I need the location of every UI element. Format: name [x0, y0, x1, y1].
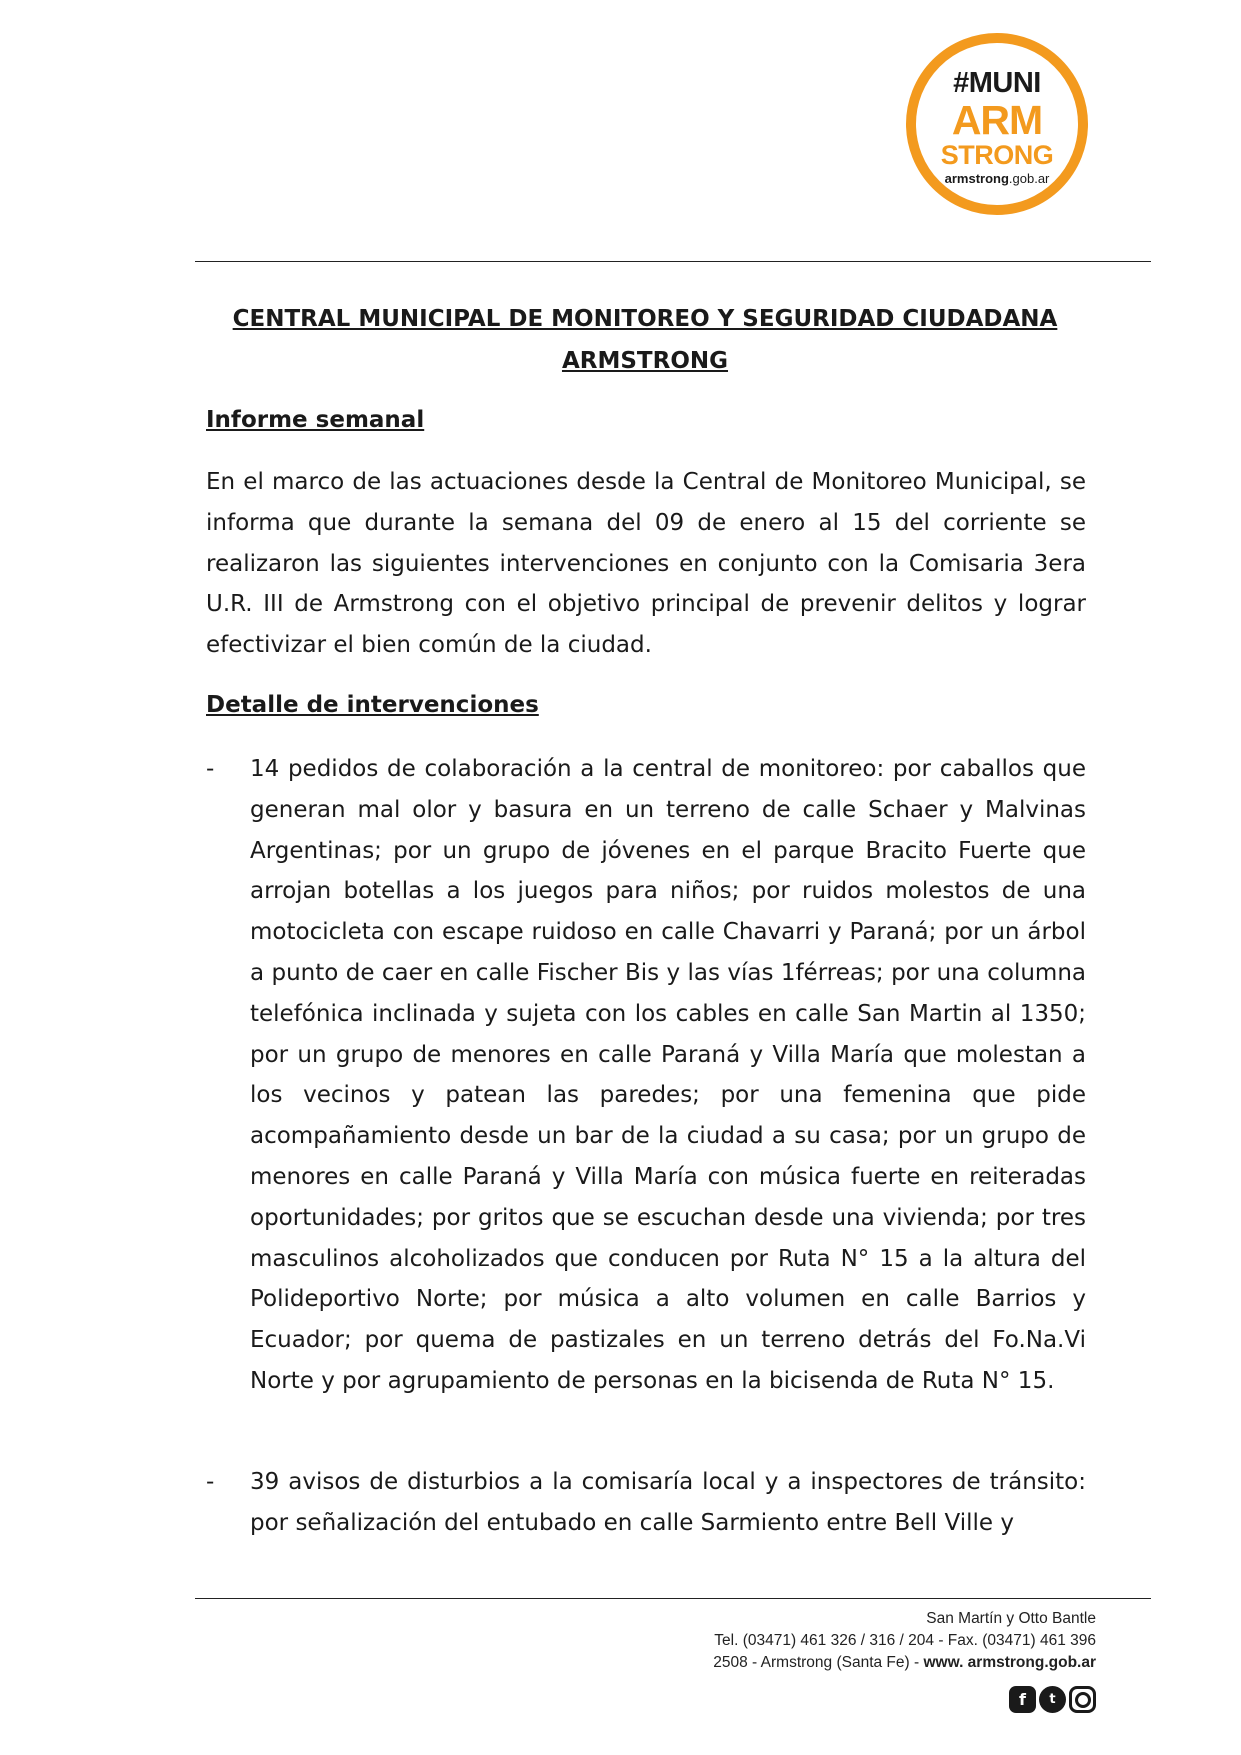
list-marker: -: [206, 756, 215, 782]
footer-contact: [713, 1608, 1096, 1674]
footer-website: www. armstrong.gob.ar: [923, 1654, 1096, 1671]
title-line2: ARMSTRONG: [561, 348, 729, 374]
page-title: [195, 298, 1095, 382]
footer-phone: Tel. (03471) 461 326 / 316 / 204 - Fax. (03471) 461 396: [714, 1632, 1096, 1649]
municipality-logo: [906, 33, 1088, 215]
section-heading-detalle: Detalle de intervenciones: [206, 692, 539, 718]
title-line1: CENTRAL MUNICIPAL DE MONITOREO Y SEGURIDAD CIUDADANA: [232, 306, 1058, 332]
list-marker: -: [206, 1469, 215, 1495]
logo-domain: armstrong.gob.ar: [944, 171, 1050, 186]
header-divider: [195, 261, 1151, 262]
list-item: [206, 749, 1086, 1402]
intro-paragraph: En el marco de las actuaciones desde la Central de Monitoreo Municipal, se informa que durante la semana del 09 de enero al 15 del corriente se realizaron las siguientes intervenciones en conjunto con la Comisaria 3era U.R. III de Armstrong con el objetivo principal de prevenir delitos y lograr efectivizar el bien común de la ciudad.: [206, 469, 1086, 659]
footer-divider: [195, 1598, 1151, 1599]
section-heading-informe: Informe semanal: [206, 407, 425, 433]
logo-line2: ARM: [951, 97, 1043, 143]
twitter-icon: t: [1039, 1686, 1066, 1713]
logo-line1: #MUNI: [953, 67, 1041, 99]
footer-address: San Martín y Otto Bantle: [926, 1610, 1096, 1627]
logo-line3: STRONG: [940, 140, 1054, 170]
footer-location: 2508 - Armstrong (Santa Fe) - www. armstrong.gob.ar: [713, 1654, 1096, 1671]
facebook-icon: f: [1009, 1686, 1036, 1713]
instagram-icon: [1069, 1686, 1096, 1713]
social-icons: [1009, 1686, 1096, 1713]
list-item-text: 39 avisos de disturbios a la comisaría local y a inspectores de tránsito: por señalización del entubado en calle Sarmiento entre Bell Ville y: [250, 1469, 1086, 1536]
list-item: [206, 1462, 1086, 1544]
list-item-text: 14 pedidos de colaboración a la central de monitoreo: por caballos que generan mal olor y basura en un terreno de calle Schaer y Malvinas Argentinas; por un grupo de jóvenes en el parque Bracito Fuerte que arrojan botellas a los juegos para niños; por ruidos molestos de una motocicleta con escape ruidoso en calle Chavarri y Paraná; por un árbol a punto de caer en calle Fischer Bis y las vías 1férreas; por una columna telefónica inclinada y sujeta con los cables en calle San Martin al 1350; por un grupo de menores en calle Paraná y Villa María que molestan a los vecinos y patean las paredes; por una femenina que pide acompañamiento desde un bar de la ciudad a su casa; por un grupo de menores en calle Paraná y Villa María con música fuerte en reiteradas oportunidades; por gritos que se escuchan desde una vivienda; por tres masculinos alcoholizados que conducen por Ruta N° 15 a la altura del Polideportivo Norte; por música a alto volumen en calle Barrios y Ecuador; por quema de pastizales en un terreno detrás del Fo.Na.Vi Norte y por agrupamiento de personas en la bicisenda de Ruta N° 15.: [250, 756, 1086, 1394]
